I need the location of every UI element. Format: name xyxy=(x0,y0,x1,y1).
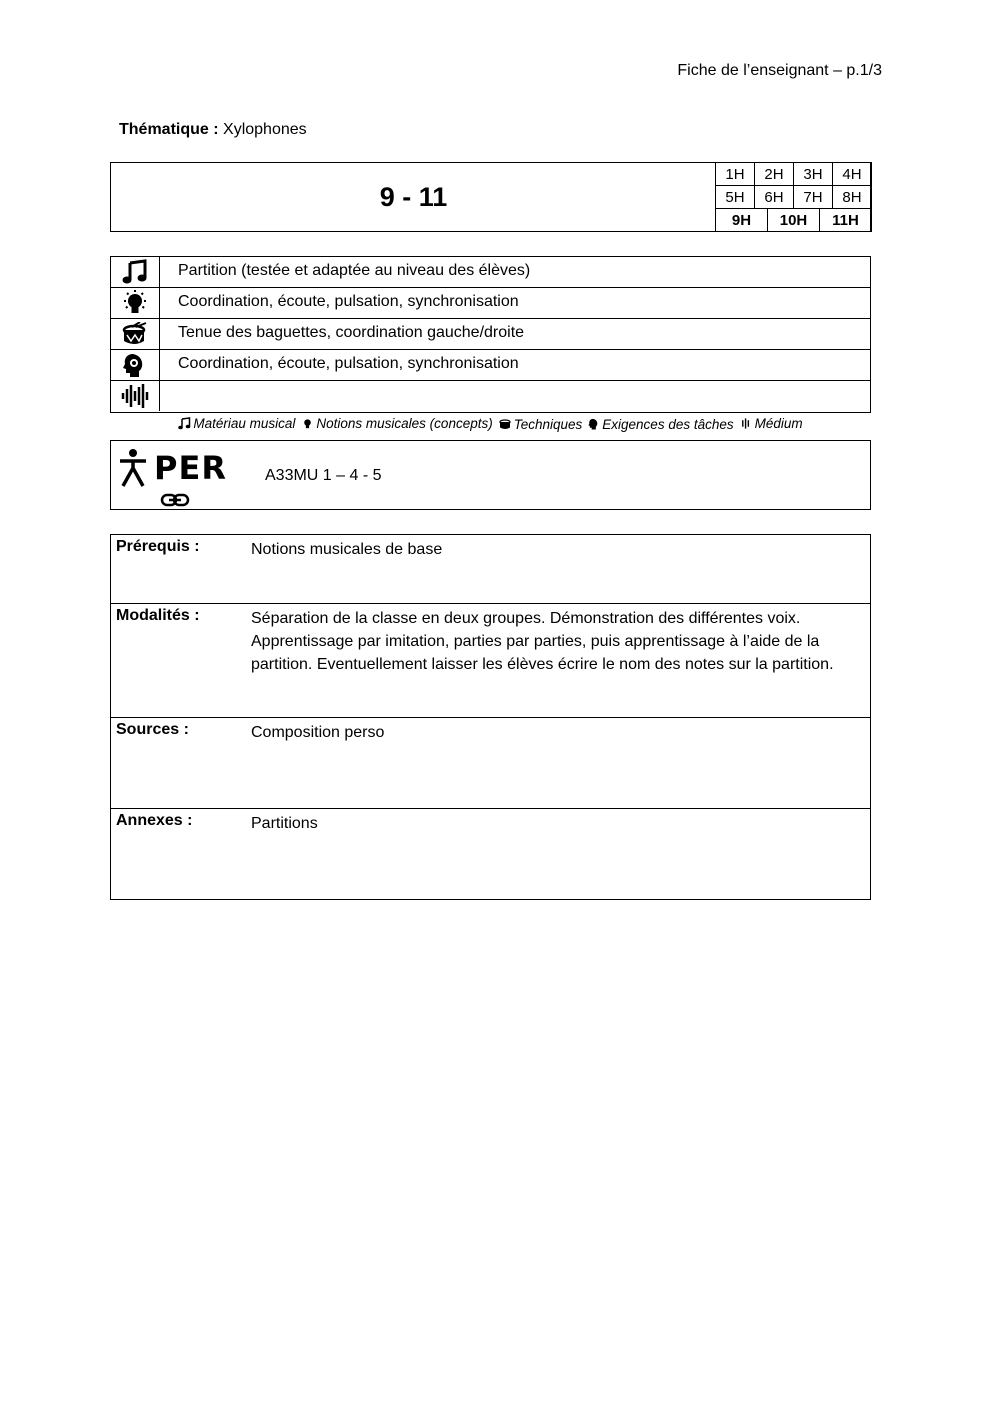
grade-cell: 5H xyxy=(715,185,755,209)
info-row-prerequis xyxy=(111,535,870,604)
icon-row xyxy=(111,319,870,350)
grade-cell: 2H xyxy=(754,162,794,186)
link-icon[interactable] xyxy=(160,493,190,507)
info-table xyxy=(110,534,871,900)
annexes-label: Annexes : xyxy=(116,812,193,829)
prerequis-label: Prérequis : xyxy=(116,538,200,555)
legend-techniques: Techniques xyxy=(513,416,583,432)
sound-wave-icon xyxy=(740,417,753,430)
grade-cell: 6H xyxy=(754,185,794,209)
thematique-label: Thématique : xyxy=(119,121,219,138)
info-row-modalites xyxy=(111,604,870,718)
sound-wave-icon xyxy=(111,381,160,411)
head-gear-icon xyxy=(588,418,600,430)
per-logo: PER xyxy=(154,449,227,487)
grade-cell-active: 10H xyxy=(767,208,820,232)
per-code: A33MU 1 – 4 - 5 xyxy=(265,467,382,484)
icon-legend xyxy=(110,416,871,433)
grade-cell-active: 11H xyxy=(819,208,872,232)
info-row-annexes xyxy=(111,809,870,899)
head-gear-icon xyxy=(111,350,160,380)
legend-exigences: Exigences des tâches xyxy=(602,416,734,432)
icon-row-text: Tenue des baguettes, coordination gauche/droite xyxy=(178,324,525,341)
drum-icon xyxy=(499,418,512,430)
grade-cell: 8H xyxy=(832,185,872,209)
icon-row-text: Coordination, écoute, pulsation, synchronisation xyxy=(178,355,519,372)
icon-row-text: Coordination, écoute, pulsation, synchronisation xyxy=(178,293,519,310)
lightbulb-icon xyxy=(111,288,160,318)
icon-row xyxy=(111,257,870,288)
lightbulb-icon xyxy=(301,417,314,430)
grade-cell: 3H xyxy=(793,162,833,186)
person-icon xyxy=(117,448,149,488)
drum-icon xyxy=(111,319,160,349)
grade-cell-active: 9H xyxy=(715,208,768,232)
legend-medium: Médium xyxy=(754,416,803,431)
page-label: Fiche de l’enseignant – p.1/3 xyxy=(677,62,882,79)
modalites-label: Modalités : xyxy=(116,607,200,624)
grade-cell: 1H xyxy=(715,162,755,186)
icon-row xyxy=(111,381,870,412)
prerequis-value: Notions musicales de base xyxy=(251,541,443,558)
icon-row xyxy=(111,350,870,381)
music-note-icon xyxy=(111,257,160,287)
sources-value: Composition perso xyxy=(251,724,385,741)
sources-label: Sources : xyxy=(116,721,189,738)
grade-cell: 4H xyxy=(832,162,872,186)
legend-materiau: Matériau musical xyxy=(193,416,296,431)
thematique-value: Xylophones xyxy=(223,121,307,138)
modalites-value: Séparation de la classe en deux groupes. Démonstration des différentes voix. Apprentissage par imitation, parties par parties, puis apprentissage à l’aide de la partition. Eventuellement laisser les élèves écrire le nom des notes sur la partition. xyxy=(251,610,834,673)
icon-row-text: Partition (testée et adaptée au niveau des élèves) xyxy=(178,262,531,279)
icon-row xyxy=(111,288,870,319)
grade-cell: 7H xyxy=(793,185,833,209)
age-range: 9 - 11 xyxy=(379,181,448,212)
per-box xyxy=(110,440,871,510)
thematique xyxy=(119,121,307,139)
legend-notions: Notions musicales (concepts) xyxy=(316,416,493,431)
age-box xyxy=(110,162,871,232)
icon-table xyxy=(110,256,871,413)
info-row-sources xyxy=(111,718,870,809)
music-note-icon xyxy=(178,417,191,430)
annexes-value: Partitions xyxy=(251,815,318,832)
